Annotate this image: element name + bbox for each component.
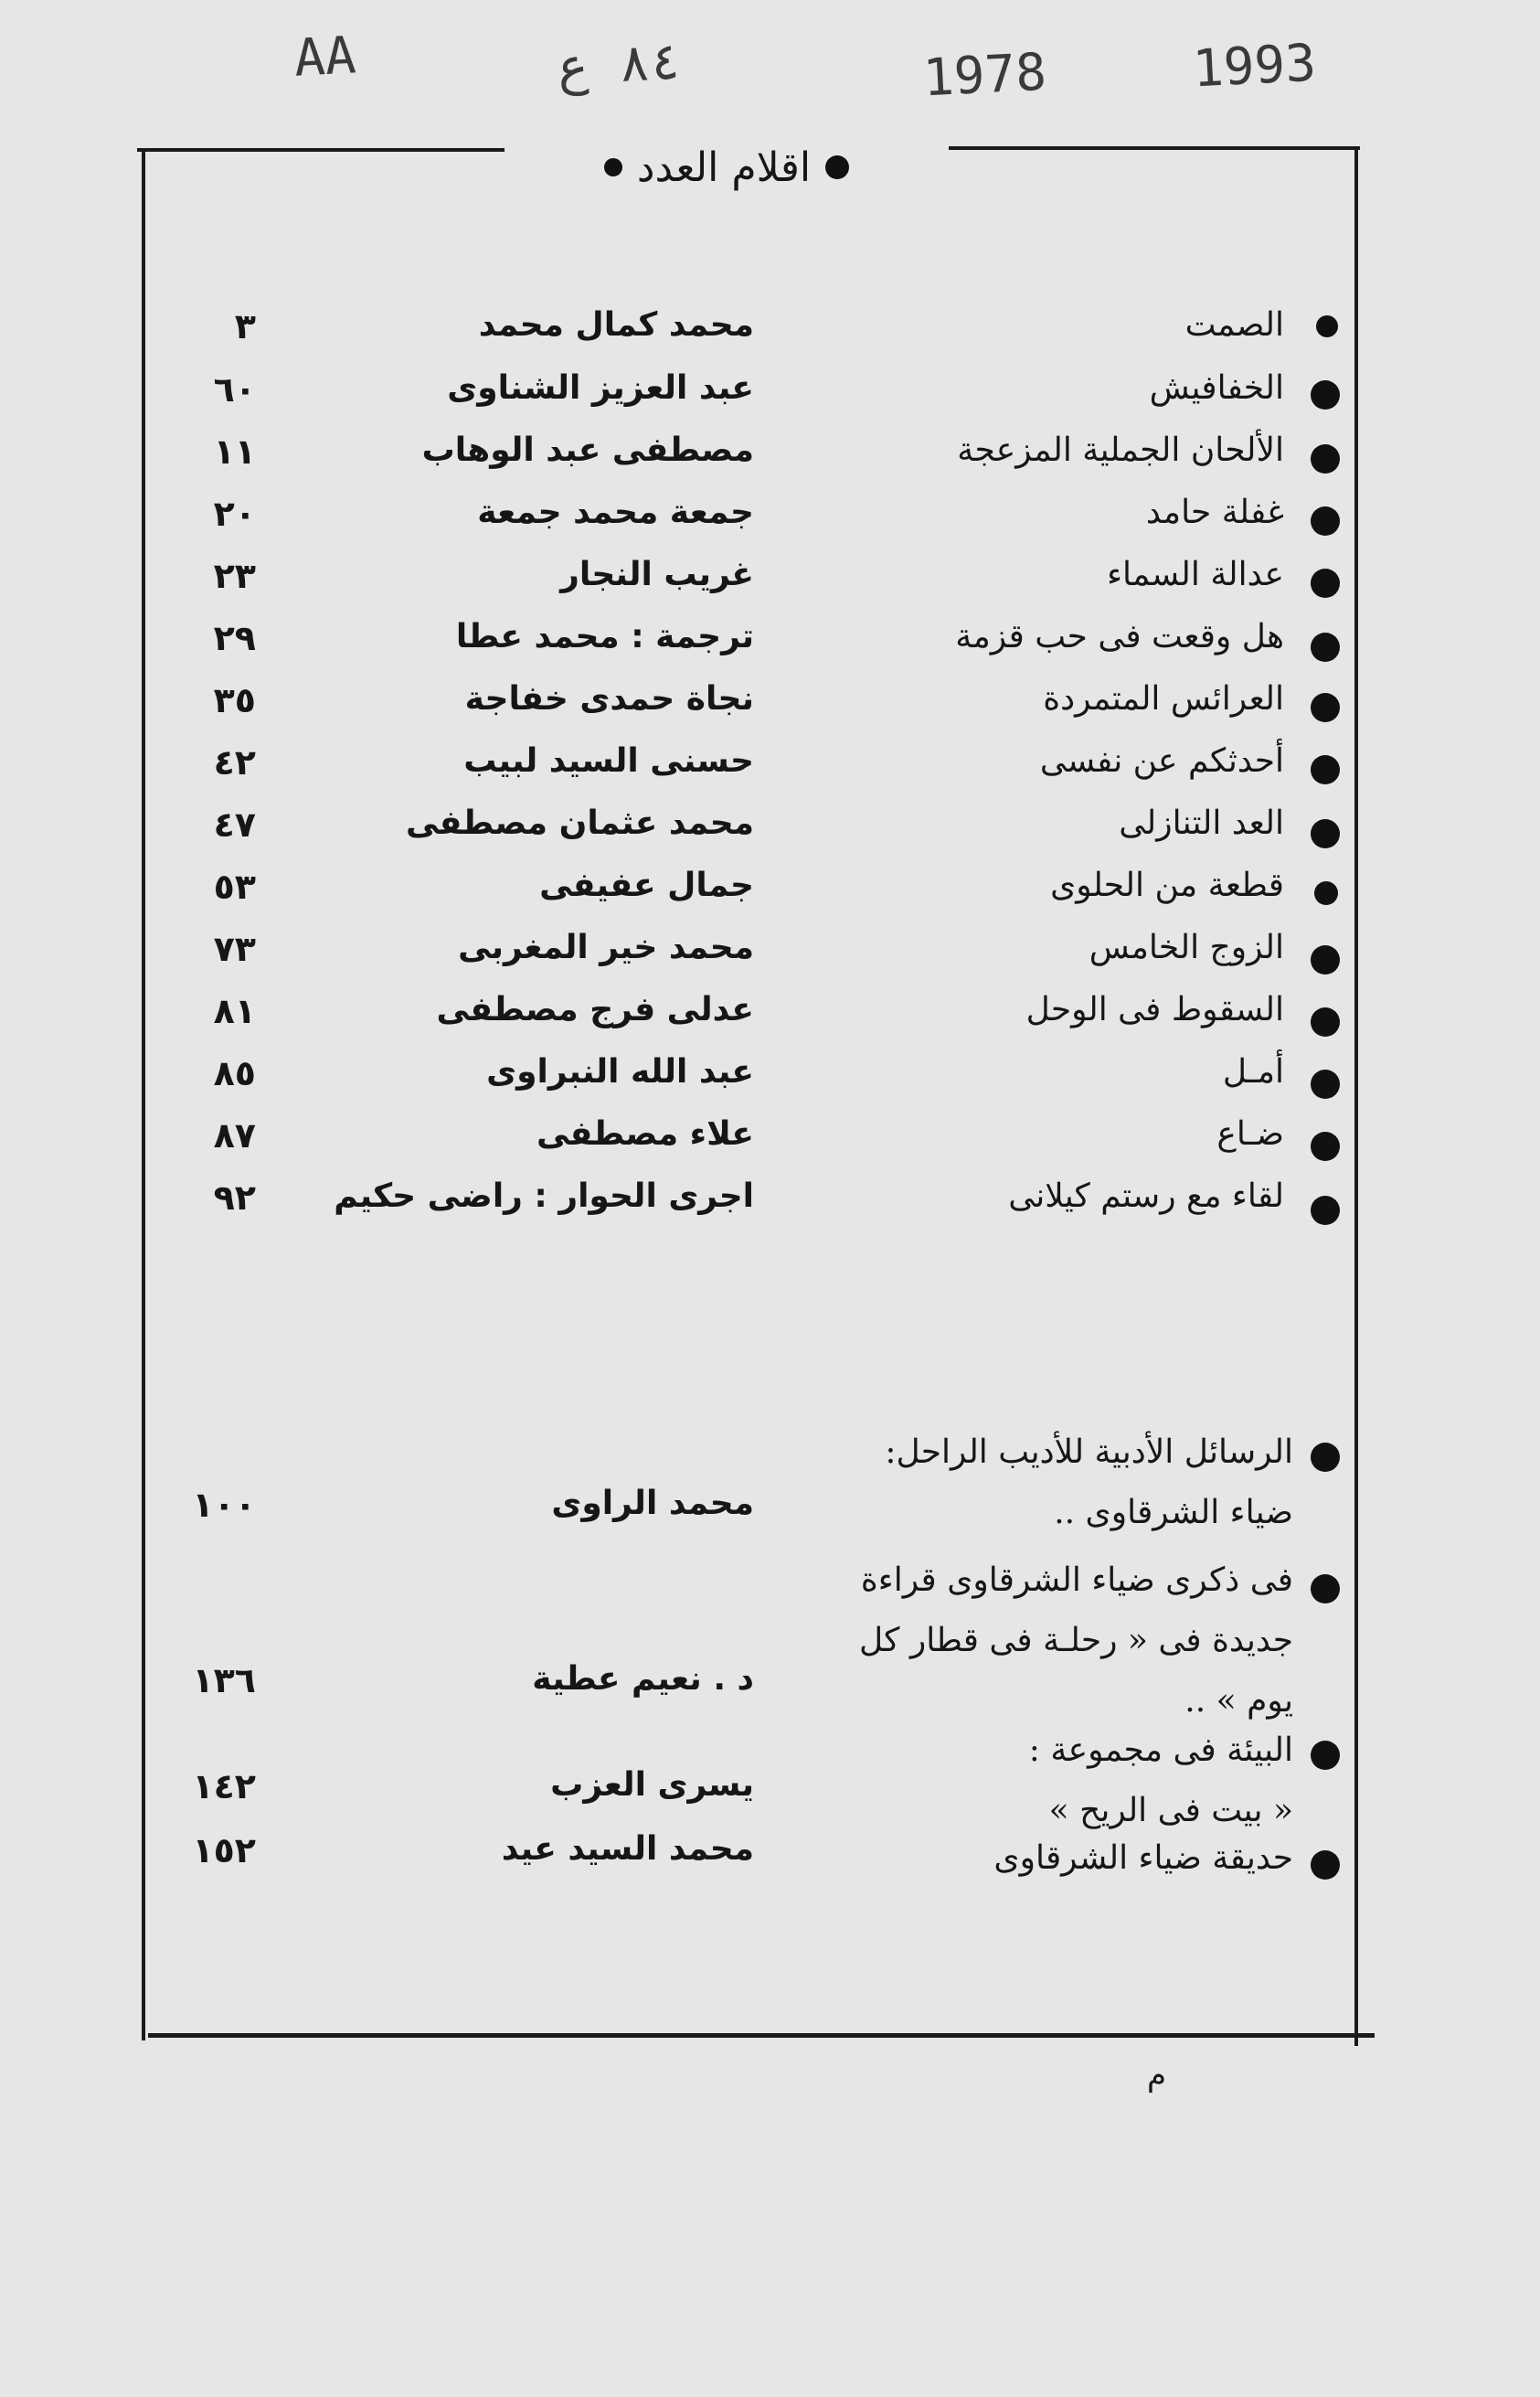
bullet-icon [1311, 569, 1340, 598]
item-title: أحدثكم عن نفسى [1039, 742, 1284, 780]
item-page: ٩٢ [213, 1177, 256, 1218]
item-page: ١٤٢ [192, 1766, 256, 1806]
item-title: العرائس المتمردة [1043, 680, 1284, 718]
item-page: ٢٠ [213, 494, 256, 534]
bullet-icon [1311, 693, 1340, 722]
item-page: ٨٧ [213, 1115, 256, 1156]
item-author: د . نعيم عطية [532, 1660, 754, 1698]
item-author: عبد العزيز الشناوى [447, 369, 754, 407]
handwritten-year-right: 1993 [1191, 33, 1318, 100]
item-title: الزوج الخامس [1089, 929, 1284, 966]
item-author: عدلى فرج مصطفى [436, 991, 754, 1028]
item-title-lines [727, 1721, 1293, 1841]
item-author: جمال عفيفى [539, 867, 754, 904]
item-title-line: جديدة فى « رحلـة فى قطار كل [859, 1622, 1293, 1659]
frame-bottom [148, 2033, 1375, 2038]
item-page: ١٥٢ [192, 1830, 256, 1870]
bullet-icon [1311, 1007, 1340, 1037]
item-title: هل وقعت فى حب قزمة [955, 618, 1284, 655]
frame-top-left [137, 148, 504, 152]
bullet-icon [1311, 633, 1340, 662]
item-page: ٤٢ [213, 742, 256, 783]
item-title: الصمت [1184, 306, 1284, 344]
item-author: محمد خير المغربى [458, 929, 754, 966]
item-title-lines [727, 1828, 1293, 1889]
item-title: أمـل [1222, 1053, 1284, 1091]
bullet-icon [1314, 881, 1338, 905]
item-title: عدالة السماء [1107, 556, 1284, 593]
item-author: اجرى الحوار : راضى حكيم [334, 1177, 754, 1215]
item-title: ضـاع [1216, 1115, 1284, 1153]
bullet-icon [1311, 1741, 1340, 1770]
bullet-icon [1316, 315, 1338, 337]
item-title: قطعة من الحلوى [1050, 867, 1284, 904]
bullet-icon [1311, 1132, 1340, 1161]
bullet-icon [1311, 755, 1340, 784]
item-author: نجاة حمدى خفاجة [464, 680, 754, 718]
footer-mark: م [1147, 2057, 1167, 2093]
page-title [512, 135, 941, 199]
item-title: لقاء مع رستم كيلانى [1008, 1177, 1284, 1215]
item-page: ٨١ [213, 991, 256, 1031]
bullet-icon [1311, 380, 1340, 410]
item-page: ١١ [213, 431, 256, 472]
item-page: ٧٣ [213, 929, 256, 969]
item-page: ٨٥ [213, 1053, 256, 1093]
bullet-icon [1311, 1574, 1340, 1603]
item-author: ترجمة : محمد عطا [455, 618, 754, 655]
frame-top-right [949, 146, 1360, 150]
item-author: محمد كمال محمد [478, 306, 754, 344]
item-title-line: ضياء الشرقاوى .. [1054, 1494, 1293, 1531]
item-author: جمعة محمد جمعة [477, 494, 754, 531]
item-title-line: يوم » .. [1184, 1682, 1293, 1720]
item-page: ١٣٦ [192, 1660, 256, 1700]
item-page: ٣ [234, 306, 256, 346]
item-title: السقوط فى الوحل [1025, 991, 1284, 1028]
item-author: محمد السيد عيد [501, 1830, 754, 1868]
title-text: اقلام العدد [636, 144, 812, 191]
item-page: ٥٣ [213, 867, 256, 907]
item-title-lines [727, 1550, 1293, 1731]
item-title-line: فى ذكرى ضياء الشرقاوى قراءة [860, 1561, 1293, 1599]
bullet-icon [1311, 444, 1340, 474]
bullet-icon [1311, 1196, 1340, 1225]
bullet-icon [1311, 819, 1340, 848]
frame-right [1354, 146, 1358, 2046]
item-title: العد التنازلى [1119, 804, 1284, 842]
bullet-icon [1311, 1443, 1340, 1472]
bullet-icon [1311, 1850, 1340, 1880]
item-title-line: « بيت فى الريح » [1048, 1792, 1293, 1829]
title-bullet-icon [825, 155, 849, 179]
item-page: ٦٠ [213, 369, 256, 410]
item-title-line: حديقة ضياء الشرقاوى [993, 1839, 1293, 1877]
item-author: عبد الله النبراوى [486, 1053, 754, 1091]
handwritten-issue: ٨٤ ع [556, 31, 683, 98]
item-page: ٤٧ [213, 804, 256, 845]
item-author: محمد الراوى [551, 1485, 754, 1522]
item-title: الخفافيش [1149, 369, 1284, 407]
item-author: علاء مصطفى [536, 1115, 754, 1153]
item-page: ٣٥ [213, 680, 256, 720]
bullet-icon [1311, 945, 1340, 975]
frame-left [142, 148, 145, 2040]
item-page: ١٠٠ [192, 1485, 256, 1525]
item-author: غريب النجار [560, 556, 754, 593]
handwritten-year: 1978 [921, 42, 1048, 109]
item-title-lines [727, 1422, 1293, 1543]
bullet-icon [1311, 506, 1340, 536]
item-page: ٢٩ [213, 618, 256, 658]
item-title-line: الرسائل الأدبية للأديب الراحل: [885, 1433, 1293, 1471]
bullet-icon [1311, 1070, 1340, 1099]
handwritten-number-left: AA [292, 26, 358, 89]
item-page: ٢٣ [213, 556, 256, 596]
item-author: مصطفى عبد الوهاب [421, 431, 754, 469]
item-author: يسرى العزب [550, 1766, 754, 1804]
item-title: غفلة حامد [1145, 494, 1284, 531]
item-author: محمد عثمان مصطفى [405, 804, 754, 842]
title-bullet-icon [604, 158, 622, 176]
item-title-line: البيئة فى مجموعة : [1028, 1731, 1293, 1769]
item-author: حسنى السيد لبيب [463, 742, 754, 780]
item-title: الألحان الجملية المزعجة [957, 431, 1284, 469]
